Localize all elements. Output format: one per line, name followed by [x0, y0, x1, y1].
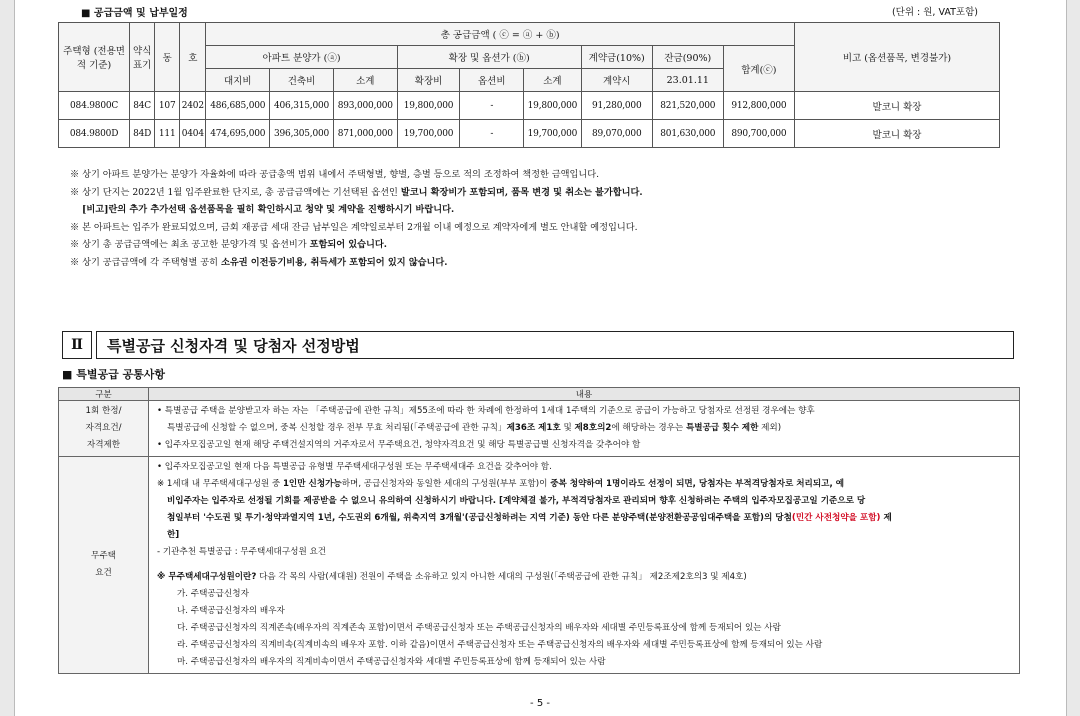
cell-ho: 2402: [180, 92, 206, 120]
section-title-supply-price: ■ 공급금액 및 납부일정: [81, 8, 188, 19]
content-line: 가. 주택공급신청자: [177, 589, 249, 599]
cell-building: 396,305,000: [270, 120, 334, 148]
cell-subtotal-a: 871,000,000: [333, 120, 397, 148]
content-line: [157, 420, 1011, 437]
cell-land: 474,695,000: [206, 120, 270, 148]
header-house-type: 주택형 (전용면적 기준): [59, 23, 130, 92]
content-emphasis: 비입주자는 입주자로 선정될 기회를 제공받을 수 없으니 유의하여 신청하시기 바랍니다. [계약체결 불가, 부적격당첨자로 관리되며 향후 신청하려는 주택의 입주자모집공고일 기준으로 당: [167, 496, 866, 506]
label-line: 요건: [95, 568, 112, 578]
content-line: • 입주자모집공고일 현재 해당 주택건설지역의 거주자로서 무주택요건, 청약자격요건 및 해당 특별공급별 신청자격을 갖추어야 함: [157, 440, 641, 450]
content-text: 및: [560, 423, 575, 433]
header-subtotal-a: 소계: [333, 69, 397, 92]
content-text: 다음 각 목의 사람(세대원) 전원이 주택을 소유하고 있지 아니한 세대의 구성원(「주택공급에 관한 규칙」 제2조제2호의3 및 제4호): [256, 572, 747, 582]
content-text: 하며, 공급신청자와 동일한 세대의 구성원(부부 포함)이: [341, 479, 551, 489]
content-line: [157, 510, 1011, 527]
cell-dong: 111: [155, 120, 180, 148]
note-line: [70, 201, 643, 219]
header-total: 합계(ⓒ): [723, 46, 794, 92]
content-emphasis-red: (민간 사전청약을 포함): [791, 513, 881, 523]
content-emphasis: 중복 청약하여 1명이라도 선정이 되면, 당첨자는 부적격당첨자로 처리되고, 예: [550, 479, 844, 489]
header-balance: 잔금(90%): [652, 46, 723, 69]
content-line: 라. 주택공급신청자의 직계비속(직계비속의 배우자 포함. 이하 같음)이면서 주택공급신청자 또는 주택공급신청자의 배우자와 세대별 주민등록표상에 함께 등재되어 있는 사람: [177, 640, 823, 650]
unit-note: (단위 : 원, VAT포함): [891, 7, 978, 18]
section-number: Ⅱ: [62, 331, 92, 359]
cell-ho: 0404: [180, 120, 206, 148]
content-text: 특별공급에 신청할 수 없으며, 중복 신청할 경우 전부 무효 처리됨(「주택공급에 관한 규칙」: [167, 423, 507, 433]
cell-abbr: 84C: [130, 92, 155, 120]
content-line: • 입주자모집공고일 현재 다음 특별공급 유형별 무주택세대구성원 또는 무주택세대주 요건을 갖추어야 함.: [157, 462, 552, 472]
note-line: [70, 184, 643, 202]
header-balance-date: 23.01.11: [652, 69, 723, 92]
note-text: ※ 상기 공급금액에 각 주택형별 공히: [70, 256, 221, 268]
price-notes: [70, 166, 643, 271]
content-emphasis: 한]: [167, 530, 180, 540]
header-ho: 호: [180, 23, 206, 92]
header-subtotal-b: 소계: [524, 69, 582, 92]
cell-option: -: [460, 92, 524, 120]
header-option: 옵션비: [460, 69, 524, 92]
row-label-no-house: [59, 457, 149, 674]
content-text: 제외): [758, 423, 782, 433]
content-line: - 기관추천 특별공급 : 무주택세대구성원 요건: [157, 547, 327, 557]
cell-remark: 발코니 확장: [794, 120, 999, 148]
label-line: 자격제한: [86, 440, 121, 450]
content-line: [157, 476, 1011, 493]
content-line: [157, 527, 1011, 544]
label-line: 1회 한정/: [85, 406, 122, 416]
header-building: 건축비: [270, 69, 334, 92]
note-text: ※ 상기 단지는 2022년 1월 입주완료한 단지로, 총 공급금액에는 기선택된 옵션인: [70, 186, 401, 198]
content-emphasis: 특별공급 횟수 제한: [685, 423, 759, 433]
cell-balance: 801,630,000: [652, 120, 723, 148]
content-emphasis: ※ 무주택세대구성원이란?: [157, 572, 257, 582]
content-line: [157, 569, 1011, 586]
table-row: [59, 120, 1000, 148]
section-title: 특별공급 신청자격 및 당첨자 선정방법: [96, 331, 1014, 359]
note-emphasis: 발코니 확장비가 포함되며, 품목 변경 및 취소는 불가합니다.: [400, 186, 643, 198]
header-category: 구분: [59, 388, 149, 401]
section-header: [62, 331, 1014, 359]
content-emphasis: 첨일부터 '수도권 및 투기·청약과열지역 1년, 수도권외 6개월, 위축지역 3개월'(공급신청하려는 지역 기준) 동안 다른 분양주택(분양전환공공임대주택을 포함)의 당첨: [167, 513, 792, 523]
header-abbrev: 약식 표기: [130, 23, 155, 92]
header-extension: 확장비: [397, 69, 460, 92]
cell-total: 890,700,000: [723, 120, 794, 148]
header-contract-when: 계약시: [581, 69, 652, 92]
row-content-no-house: [149, 457, 1020, 674]
cell-building: 406,315,000: [270, 92, 334, 120]
cell-land: 486,685,000: [206, 92, 270, 120]
content-emphasis: 제: [880, 513, 892, 523]
row-content-qualification: [149, 401, 1020, 457]
cell-remark: 발코니 확장: [794, 92, 999, 120]
table-row: [59, 457, 1020, 674]
header-apt-price: 아파트 분양가 (ⓐ): [206, 46, 397, 69]
header-dong: 동: [155, 23, 180, 92]
note-emphasis: 포함되어 있습니다.: [309, 239, 388, 250]
cell-total: 912,800,000: [723, 92, 794, 120]
content-emphasis: 제8호의2: [574, 423, 612, 433]
content-emphasis: 제36조 제1호: [506, 423, 561, 433]
content-text: ※ 1세대 내 무주택세대구성원 중: [157, 479, 283, 489]
content-line: 다. 주택공급신청자의 직계존속(배우자의 직계존속 포함)이면서 주택공급신청자 또는 주택공급신청자의 배우자와 세대별 주민등록표상에 함께 등재되어 있는 사람: [177, 623, 781, 633]
special-supply-common-table: [58, 387, 1020, 674]
cell-dong: 107: [155, 92, 180, 120]
note-emphasis: 소유권 이전등기비용, 취득세가 포함되어 있지 않습니다.: [220, 256, 448, 268]
note-emphasis: [비고]란의 추가 추가선택 옵션품목을 필히 확인하시고 청약 및 계약을 진행하시기 바랍니다.: [82, 204, 455, 215]
cell-subtotal-b: 19,800,000: [524, 92, 582, 120]
header-land: 대지비: [206, 69, 270, 92]
note-line: [70, 236, 643, 254]
cell-option: -: [460, 120, 524, 148]
note-text: ※ 상기 총 공급금액에는 최초 공고한 분양가격 및 옵션비가: [70, 239, 310, 250]
content-emphasis: 1인만 신청가능: [282, 479, 342, 489]
label-line: 자격요건/: [85, 423, 122, 433]
table-row: [59, 92, 1000, 120]
cell-extension: 19,700,000: [397, 120, 460, 148]
cell-extension: 19,800,000: [397, 92, 460, 120]
table-row: [59, 401, 1020, 457]
header-ext-price: 확장 및 옵션가 (ⓑ): [397, 46, 581, 69]
content-line: 나. 주택공급신청자의 배우자: [177, 606, 285, 616]
content-line: • 특별공급 주택을 분양받고자 하는 자는 「주택공급에 관한 규칙」제55조에 따라 한 차례에 한정하여 1세대 1주택의 기준으로 공급이 가능하고 당첨자로 선정된 경우에는 향후: [157, 406, 815, 416]
cell-subtotal-a: 893,000,000: [333, 92, 397, 120]
cell-subtotal-b: 19,700,000: [524, 120, 582, 148]
header-total-supply: 총 공급금액 ( ⓒ = ⓐ + ⓑ): [206, 23, 795, 46]
content-text: 에 해당하는 경우는: [611, 423, 686, 433]
cell-contract: 89,070,000: [581, 120, 652, 148]
row-label-qualification: [59, 401, 149, 457]
cell-contract: 91,280,000: [581, 92, 652, 120]
cell-type: 084.9800C: [59, 92, 130, 120]
cell-abbr: 84D: [130, 120, 155, 148]
note-line: ※ 상기 아파트 분양가는 분양가 자율화에 따라 공급총액 범위 내에서 주택형별, 향별, 층별 등으로 적의 조정하여 책정한 금액입니다.: [70, 169, 600, 180]
header-content: 내용: [149, 388, 1020, 401]
note-line: ※ 본 아파트는 입주가 완료되었으며, 금회 재공급 세대 잔금 납부일은 계약일로부터 2개월 이내 예정으로 계약자에게 별도 안내할 예정입니다.: [70, 221, 638, 233]
supply-price-table: [58, 22, 1000, 148]
content-line: 마. 주택공급신청자의 배우자의 직계비속이면서 주택공급신청자와 세대별 주민등록표상에 함께 등재되어 있는 사람: [177, 657, 606, 667]
subsection-title: ■ 특별공급 공통사항: [62, 368, 166, 381]
header-remarks: 비고 (옵션품목, 변경불가): [794, 23, 999, 92]
cell-type: 084.9800D: [59, 120, 130, 148]
note-line: [70, 254, 643, 272]
spacer: [157, 561, 1011, 569]
header-contract: 계약금(10%): [581, 46, 652, 69]
page-number: - 5 -: [530, 698, 550, 709]
cell-balance: 821,520,000: [652, 92, 723, 120]
label-line: 무주택: [91, 551, 116, 561]
content-line: [157, 493, 1011, 510]
